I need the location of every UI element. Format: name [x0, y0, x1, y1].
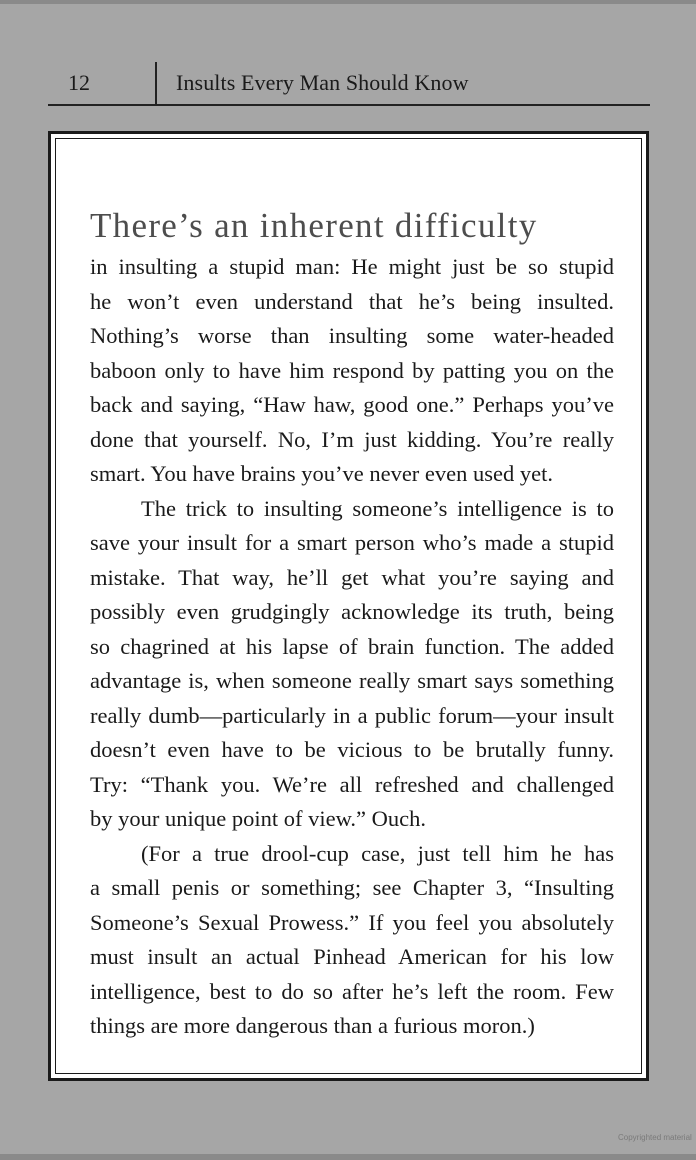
page-number: 12 — [68, 70, 90, 95]
top-edge — [0, 0, 696, 4]
body-text — [90, 206, 614, 1044]
text-line: really dumb—particularly in a public forum—your insult — [90, 702, 614, 728]
text-line: a small penis or something; see Chapter 3, “Insulting — [90, 875, 614, 900]
text-line: Nothing’s worse than insulting some water-headed — [90, 323, 614, 348]
running-title: Insults Every Man Should Know — [176, 70, 469, 95]
text-line: in insulting a stupid man: He might just be so stupid — [90, 254, 614, 279]
text-line: save your insult for a smart person who’s made a stupid — [90, 530, 614, 555]
bottom-edge — [0, 1154, 696, 1160]
text-line: Someone’s Sexual Prowess.” If you feel you absolutely — [90, 909, 614, 935]
text-line: possibly even grudgingly acknowledge its truth, being — [90, 599, 614, 624]
text-line: advantage is, when someone really smart says something — [90, 668, 614, 693]
text-line: baboon only to have him respond by patting you on the — [90, 357, 614, 383]
text-line: so chagrined at his lapse of brain function. The added — [90, 633, 614, 659]
text-line: mistake. That way, he’ll get what you’re saying and — [90, 564, 614, 590]
text-line: smart. You have brains you’ve never even used yet. — [90, 461, 554, 486]
text-line: he won’t even understand that he’s being insulted. — [90, 288, 614, 314]
lead-in-heading: There’s an inherent difficulty — [90, 206, 538, 245]
header-separator — [155, 62, 157, 104]
text-line: must insult an actual Pinhead American for his low — [90, 944, 614, 969]
text-line: things are more dangerous than a furious moron.) — [90, 1013, 535, 1038]
text-line: intelligence, best to do so after he’s left the room. Few — [90, 978, 614, 1004]
header-rule — [48, 104, 650, 106]
text-line: done that yourself. No, I’m just kidding. You’re really — [90, 426, 614, 452]
text-box — [48, 131, 649, 1081]
copyright-watermark: Copyrighted material — [618, 1133, 692, 1142]
text-line: back and saying, “Haw haw, good one.” Perhaps you’ve — [90, 392, 614, 417]
running-header — [48, 62, 650, 106]
text-line: Try: “Thank you. We’re all refreshed and challenged — [90, 771, 614, 797]
text-line: by your unique point of view.” Ouch. — [90, 806, 426, 831]
text-line: doesn’t even have to be vicious to be brutally funny. — [90, 737, 614, 762]
text-line: The trick to insulting someone’s intelligence is to — [141, 495, 614, 521]
text-line: (For a true drool-cup case, just tell him he has — [141, 840, 614, 866]
